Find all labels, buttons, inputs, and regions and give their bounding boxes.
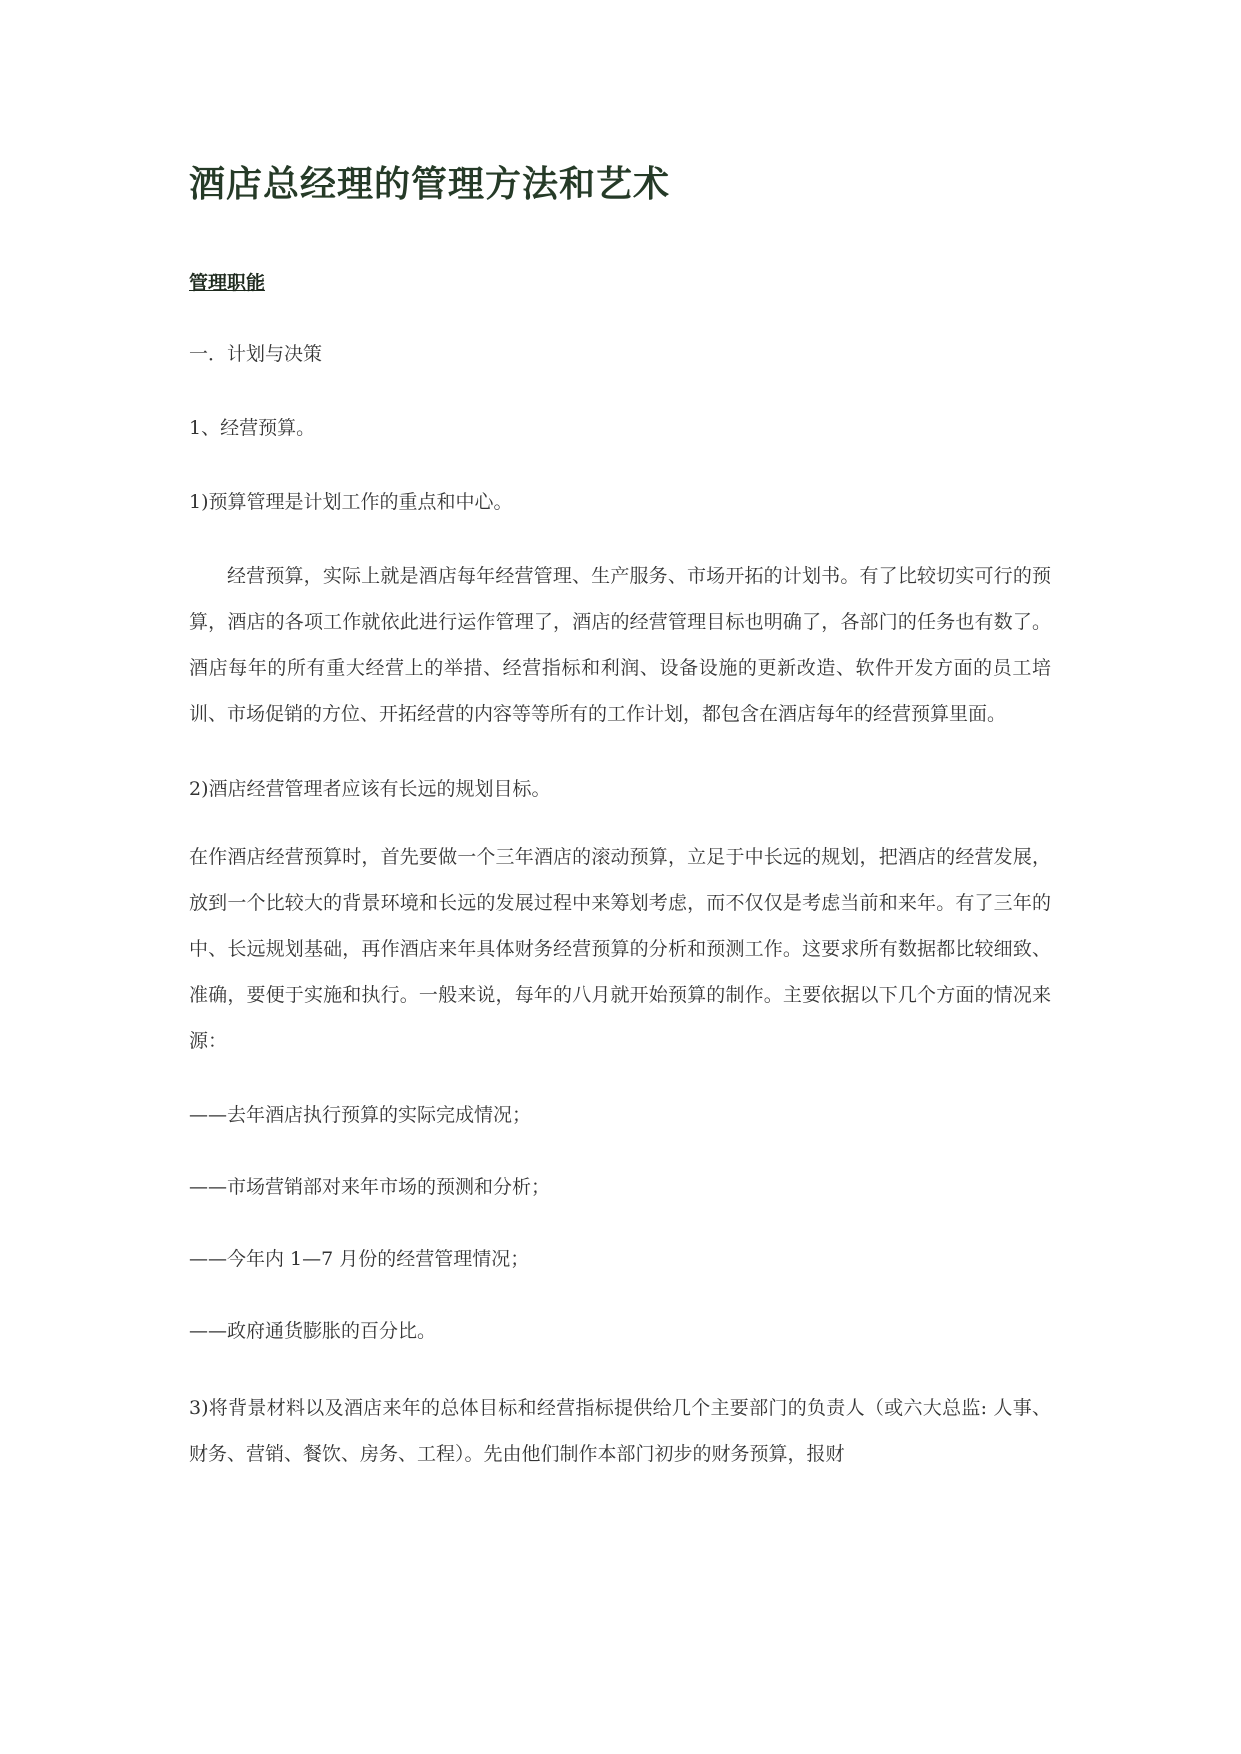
list-item: ——政府通货膨胀的百分比。 (189, 1320, 437, 1342)
list-item: ——今年内 1—7 月份的经营管理情况； (189, 1248, 530, 1270)
paragraph-3: 3)将背景材料以及酒店来年的总体目标和经营指标提供给几个主要部门的负责人（或六大总监: 人事、财务、营销、餐饮、房务、工程）。先由他们制作本部门初步的财务预算，报财 (189, 1397, 1051, 1465)
document-body (189, 150, 1051, 1477)
document-title: 酒店总经理的管理方法和艺术 (189, 163, 671, 205)
list-item: ——去年酒店执行预算的实际完成情况； (189, 1104, 532, 1126)
paragraph-1: 经营预算，实际上就是酒店每年经营管理、生产服务、市场开拓的计划书。有了比较切实可行的预算，酒店的各项工作就依此进行运作管理了，酒店的经营管理目标也明确了，各部门的任务也有数了。酒店每年的所有重大经营上的举措、经营指标和利润、设备设施的更新改造、软件开发方面的员工培训、市场促销的方位、开拓经营的内容等等所有的工作计划，都包含在酒店每年的经营预算里面。 (189, 565, 1051, 725)
paragraph-2: 在作酒店经营预算时，首先要做一个三年酒店的滚动预算，立足于中长远的规划，把酒店的经营发展，放到一个比较大的背景环境和长远的发展过程中来筹划考虑，而不仅仅是考虑当前和来年。有了三年的中、长远规划基础，再作酒店来年具体财务经营预算的分析和预测工作。这要求所有数据都比较细致、准确，要便于实施和执行。一般来说，每年的八月就开始预算的制作。主要依据以下几个方面的情况来源： (189, 846, 1051, 1052)
item-heading: 1、经营预算。 (189, 417, 316, 439)
chapter-heading: 一．计划与决策 (189, 343, 323, 365)
section-heading: 管理职能 (189, 272, 266, 294)
list-item: ——市场营销部对来年市场的预测和分析； (189, 1176, 551, 1198)
subheading-1: 1)预算管理是计划工作的重点和中心。 (189, 491, 513, 513)
subheading-2: 2)酒店经营管理者应该有长远的规划目标。 (189, 778, 551, 800)
